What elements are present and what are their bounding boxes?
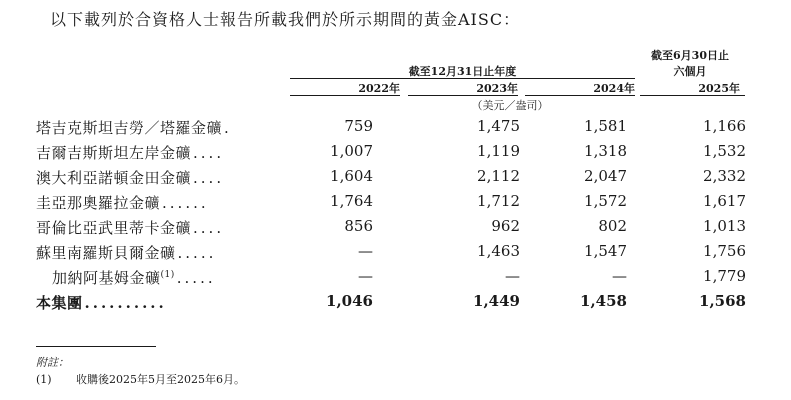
value-cell: 1,779 bbox=[703, 267, 746, 285]
year-2023-rule bbox=[408, 95, 518, 96]
value-cell: 1,572 bbox=[584, 192, 627, 210]
table-row bbox=[0, 192, 791, 214]
row-label bbox=[36, 217, 224, 238]
notes-rule bbox=[36, 346, 156, 347]
value-cell: 1,007 bbox=[330, 142, 373, 160]
note-item bbox=[36, 371, 245, 387]
value-cell: 2,332 bbox=[703, 167, 746, 185]
value-cell: 2,112 bbox=[477, 167, 520, 185]
value-cell: 1,547 bbox=[584, 242, 627, 260]
notes-title: 附註： bbox=[36, 356, 69, 369]
value-cell: 2,047 bbox=[584, 167, 627, 185]
half-year-header-line2: 六個月 bbox=[673, 65, 707, 78]
value-cell: 962 bbox=[491, 217, 520, 235]
note-number: (1) bbox=[36, 373, 52, 386]
table-row bbox=[0, 217, 791, 239]
row-label bbox=[36, 192, 209, 213]
table-row bbox=[0, 142, 791, 164]
leader-dots: .... bbox=[193, 144, 225, 162]
value-cell: — bbox=[358, 267, 373, 285]
table-row bbox=[0, 292, 791, 314]
row-label bbox=[36, 117, 232, 138]
value-cell: 1,764 bbox=[330, 192, 373, 210]
table-row bbox=[0, 167, 791, 189]
row-label bbox=[36, 242, 216, 263]
intro-text: 以下載列於合資格人士報告所載我們於所示期間的黃金AISC： bbox=[50, 10, 521, 29]
value-cell: 856 bbox=[344, 217, 373, 235]
year-2023-header: 2023年 bbox=[476, 82, 518, 95]
row-label-text: 澳大利亞諾頓金田金礦 bbox=[36, 169, 192, 187]
row-label-text: 蘇里南羅斯貝爾金礦 bbox=[36, 244, 176, 262]
year-2024-header: 2024年 bbox=[593, 82, 635, 95]
value-cell: — bbox=[358, 242, 373, 260]
row-label bbox=[52, 267, 216, 288]
value-cell: 1,581 bbox=[584, 117, 627, 135]
leader-dots: ..... bbox=[177, 244, 217, 262]
unit-label: （美元／盎司） bbox=[471, 99, 549, 112]
value-cell: 1,046 bbox=[326, 292, 373, 310]
half-year-header-line1: 截至6月30日止 bbox=[651, 49, 729, 62]
value-cell: 1,604 bbox=[330, 167, 373, 185]
value-cell: — bbox=[505, 267, 520, 285]
leader-dots: ..... bbox=[176, 269, 216, 287]
row-label-text: 塔吉克斯坦吉勞／塔羅金礦 bbox=[36, 119, 223, 137]
note-text: 收購後2025年5月至2025年6月。 bbox=[76, 373, 245, 386]
value-cell: 1,532 bbox=[703, 142, 746, 160]
row-label-text: 本集團 bbox=[36, 294, 83, 312]
value-cell: 1,166 bbox=[703, 117, 746, 135]
year-2022-rule bbox=[290, 95, 400, 96]
leader-dots: .... bbox=[193, 169, 225, 187]
value-cell: 1,568 bbox=[699, 292, 746, 310]
year-2025-rule bbox=[640, 95, 745, 96]
value-cell: 1,756 bbox=[703, 242, 746, 260]
value-cell: — bbox=[612, 267, 627, 285]
value-cell: 1,712 bbox=[477, 192, 520, 210]
value-cell: 1,475 bbox=[477, 117, 520, 135]
value-cell: 1,119 bbox=[477, 142, 520, 160]
row-label-text: 哥倫比亞武里蒂卡金礦 bbox=[36, 219, 192, 237]
year-2022-header: 2022年 bbox=[358, 82, 400, 95]
leader-dots: .... bbox=[193, 219, 225, 237]
footnote-marker: (1) bbox=[160, 270, 175, 280]
year-2025-header: 2025年 bbox=[698, 82, 740, 95]
table-row bbox=[0, 117, 791, 139]
row-label-text: 圭亞那奧羅拉金礦 bbox=[36, 194, 161, 212]
table-row bbox=[0, 267, 791, 289]
row-label bbox=[36, 167, 224, 188]
leader-dots: . bbox=[224, 119, 232, 137]
value-cell: 759 bbox=[344, 117, 373, 135]
table-row bbox=[0, 242, 791, 264]
year-group-rule bbox=[290, 78, 635, 79]
value-cell: 1,013 bbox=[703, 217, 746, 235]
year-2024-rule bbox=[525, 95, 635, 96]
row-label-text: 吉爾吉斯斯坦左岸金礦 bbox=[36, 144, 192, 162]
value-cell: 1,617 bbox=[703, 192, 746, 210]
value-cell: 1,449 bbox=[473, 292, 520, 310]
value-cell: 1,458 bbox=[580, 292, 627, 310]
year-group-header: 截至12月31日止年度 bbox=[408, 65, 517, 78]
leader-dots: ...... bbox=[162, 194, 209, 212]
row-label bbox=[36, 292, 167, 313]
row-label bbox=[36, 142, 224, 163]
leader-dots: .......... bbox=[84, 294, 167, 312]
value-cell: 1,463 bbox=[477, 242, 520, 260]
value-cell: 1,318 bbox=[584, 142, 627, 160]
row-label-text: 加納阿基姆金礦 bbox=[52, 269, 161, 287]
value-cell: 802 bbox=[598, 217, 627, 235]
